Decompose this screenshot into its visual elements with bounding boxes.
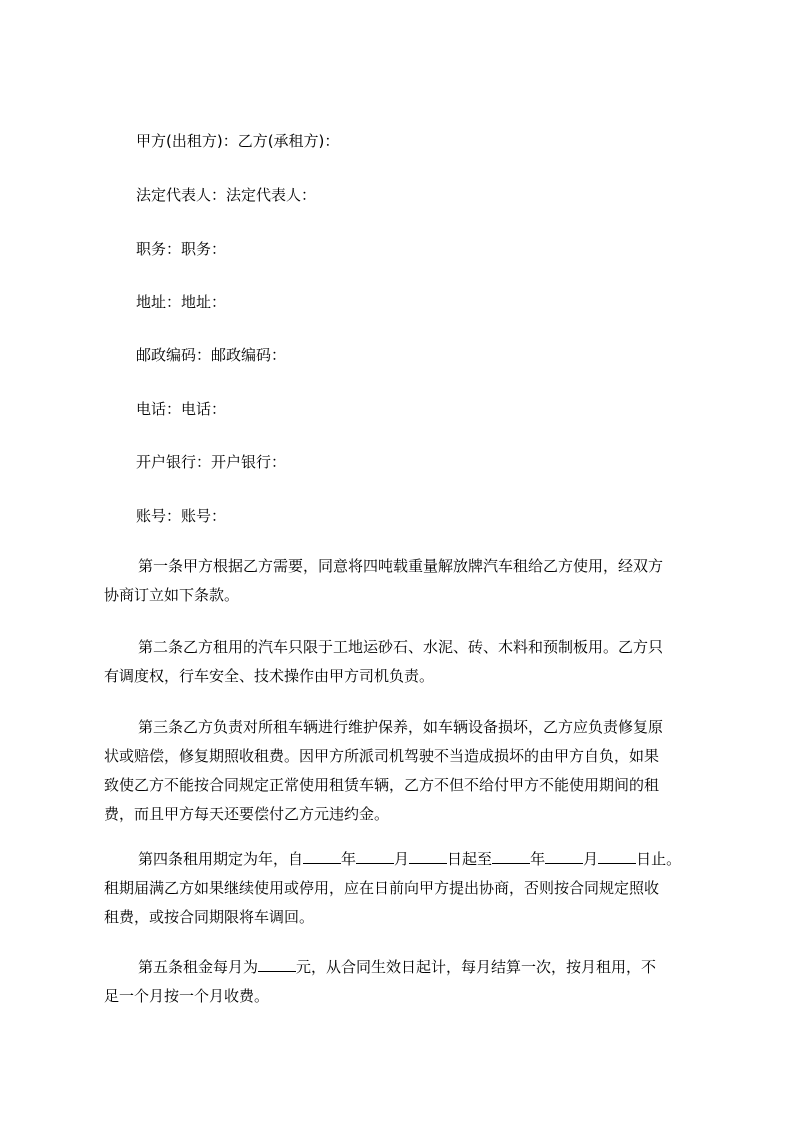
postal-code-line: 邮政编码：邮政编码：	[136, 346, 287, 364]
year-end-blank	[492, 849, 530, 864]
legal-representative-line: 法定代表人：法定代表人：	[136, 186, 317, 204]
clause-4-text-2: 年	[341, 850, 357, 868]
day-start-blank	[409, 849, 447, 864]
clause-2-line-1: 第二条乙方租用的汽车只限于工地运砂石、水泥、砖、木料和预制板用。乙方只	[138, 638, 664, 656]
month-start-blank	[356, 849, 394, 864]
clause-1-line-2: 协商订立如下条款。	[104, 586, 240, 604]
clause-1-line-1: 第一条甲方根据乙方需要，同意将四吨载重量解放牌汽车租给乙方使用，经双方	[138, 557, 664, 575]
clause-3-line-1: 第三条乙方负责对所租车辆进行维护保养，如车辆设备损坏，乙方应负责修复原	[138, 718, 664, 736]
clause-3	[104, 713, 712, 829]
clause-5-text-1: 第五条租金每月为	[138, 958, 259, 976]
clause-5	[104, 953, 712, 1011]
clause-4	[104, 845, 712, 932]
clause-4-text-5: 年	[530, 850, 546, 868]
clause-4-text-7: 日止。	[636, 850, 682, 868]
address-line: 地址：地址：	[136, 293, 227, 311]
clause-4-text-1: 第四条租用期定为年，自	[138, 850, 304, 868]
rent-amount-blank	[258, 957, 296, 972]
phone-line: 电话：电话：	[136, 400, 227, 418]
clause-3-line-2: 状或赔偿，修复期照收租费。因甲方所派司机驾驶不当造成损坏的由甲方自负，如果	[104, 747, 660, 765]
clause-5-line-1	[104, 953, 712, 982]
clause-3-line-4: 费，而且甲方每天还要偿付乙方元违约金。	[104, 805, 390, 823]
clause-4-line-3: 租费，或按合同期限将车调回。	[104, 908, 315, 926]
clause-2	[104, 633, 712, 691]
clause-4-text-3: 月	[394, 850, 410, 868]
clause-2-line-2: 有调度权，行车安全、技术操作由甲方司机负责。	[104, 667, 435, 685]
account-line: 账号：账号：	[136, 507, 227, 525]
month-end-blank	[545, 849, 583, 864]
year-start-blank	[303, 849, 341, 864]
clause-5-text-2: 元，从合同生效日起计，每月结算一次，按月租用，不	[296, 958, 657, 976]
clause-5-line-2: 足一个月按一个月收费。	[104, 987, 270, 1005]
clause-4-line-2: 租期届满乙方如果继续使用或停用，应在日前向甲方提出协商，否则按合同规定照收	[104, 879, 660, 897]
clause-4-line-1	[104, 845, 712, 874]
clause-4-text-4: 日起至	[447, 850, 493, 868]
clause-3-line-3: 致使乙方不能按合同规定正常使用租赁车辆，乙方不但不给付甲方不能使用期间的租	[104, 776, 660, 794]
party-line: 甲方(出租方)：乙方(承租方)：	[136, 132, 340, 150]
clause-4-text-6: 月	[583, 850, 599, 868]
day-end-blank	[598, 849, 636, 864]
bank-line: 开户银行：开户银行：	[136, 453, 287, 471]
clause-1	[104, 552, 712, 610]
position-line: 职务：职务：	[136, 240, 227, 258]
